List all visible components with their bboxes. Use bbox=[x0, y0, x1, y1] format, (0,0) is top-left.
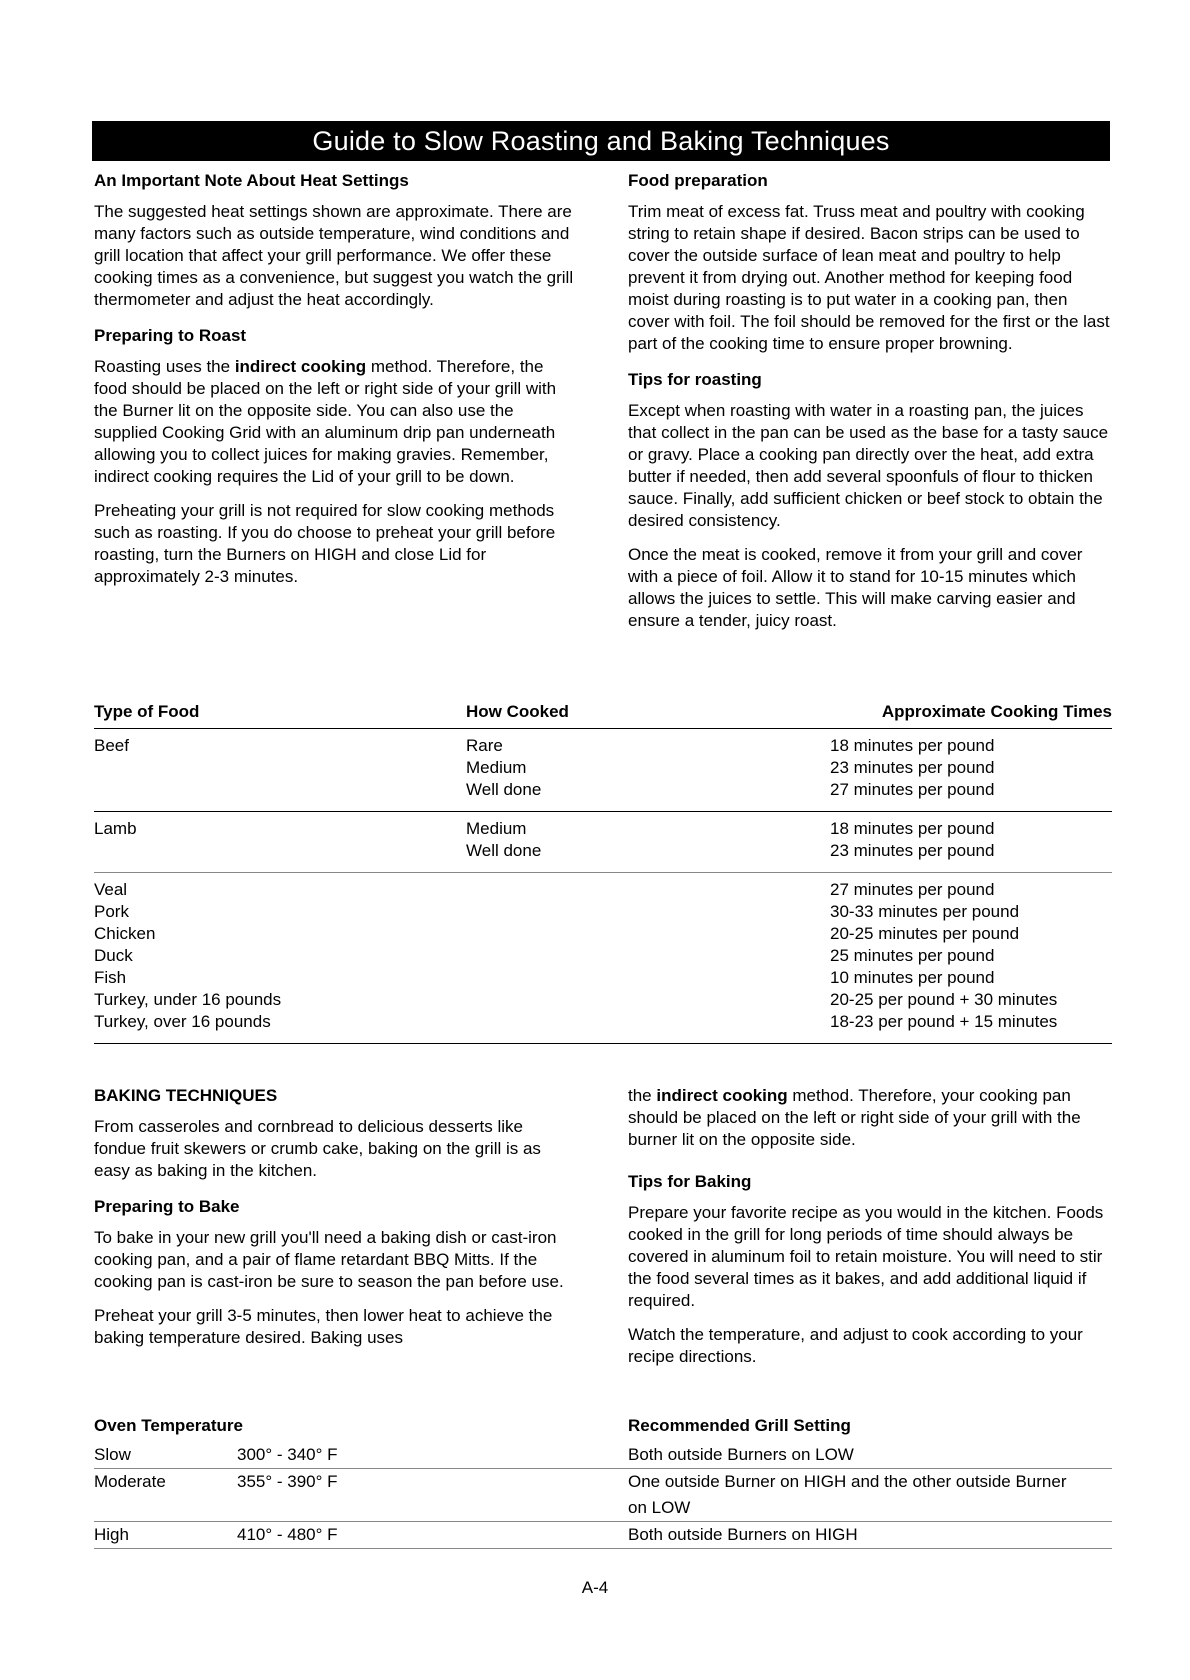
tips-baking-heading: Tips for Baking bbox=[628, 1172, 752, 1191]
tips-baking-section bbox=[628, 1171, 1113, 1368]
food-cell: Fish bbox=[94, 968, 127, 987]
table-row bbox=[94, 735, 1112, 757]
time-cell: 10 minutes per pound bbox=[830, 968, 995, 987]
setting-cell: Both outside Burners on LOW bbox=[628, 1445, 854, 1464]
level-cell: Slow bbox=[94, 1445, 131, 1464]
table-row bbox=[94, 901, 1112, 923]
baking-continued bbox=[628, 1085, 1113, 1151]
tips-baking-p2: Watch the temperature, and adjust to cook according to your recipe directions. bbox=[628, 1325, 1083, 1366]
time-cell: 18 minutes per pound bbox=[830, 819, 995, 838]
page-number: A-4 bbox=[581, 1578, 609, 1597]
level-cell: Moderate bbox=[94, 1472, 166, 1491]
table-row bbox=[94, 1442, 1112, 1469]
table-group-lamb bbox=[94, 812, 1112, 873]
table-row bbox=[94, 757, 1112, 779]
text-run: method. Therefore, your cooking pan should be placed on the left or right side of your grill with the burner lit on the opposite side. bbox=[628, 1086, 1081, 1149]
food-cell: Turkey, over 16 pounds bbox=[94, 1012, 271, 1031]
tips-baking-p1: Prepare your favorite recipe as you would in the kitchen. Foods cooked in the grill for long periods of time should always be covered in aluminum foil to retain moisture. You will need to stir the food several times as it bakes, and add additional liquid if required. bbox=[628, 1203, 1104, 1310]
table-row bbox=[94, 779, 1112, 801]
bold-term: indirect cooking bbox=[234, 357, 367, 376]
tips-roasting-heading: Tips for roasting bbox=[628, 370, 762, 389]
preparing-roast-p2: Preheating your grill is not required for slow cooking methods such as roasting. If you do choose to preheat your grill before roasting, turn the Burners on HIGH and close Lid for approximately 2-3 minutes. bbox=[94, 501, 556, 586]
left-column-roasting bbox=[94, 170, 574, 602]
time-cell: 27 minutes per pound bbox=[830, 880, 995, 899]
how-cell: Medium bbox=[466, 758, 527, 777]
temp-cell: 410° - 480° F bbox=[237, 1525, 338, 1544]
roasting-times-table bbox=[94, 700, 1112, 1044]
food-cell: Chicken bbox=[94, 924, 156, 943]
food-prep-section bbox=[628, 170, 1113, 355]
temp-cell: 355° - 390° F bbox=[237, 1472, 338, 1491]
tips-roasting-p2: Once the meat is cooked, remove it from your grill and cover with a piece of foil. Allow it to stand for 10-15 minutes which allows the juices to settle. This will make carving easier and ensure a tender, juicy roast. bbox=[628, 545, 1083, 630]
heat-note-section bbox=[94, 170, 574, 311]
food-cell: Pork bbox=[94, 902, 129, 921]
table-header bbox=[94, 1414, 1112, 1442]
col-header-how: How Cooked bbox=[466, 702, 569, 721]
setting-cell: Both outside Burners on HIGH bbox=[628, 1525, 858, 1544]
time-cell: 23 minutes per pound bbox=[830, 841, 995, 860]
text-run: the bbox=[628, 1086, 657, 1105]
tips-roasting-section bbox=[628, 369, 1113, 632]
temp-cell: 300° - 340° F bbox=[237, 1445, 338, 1464]
table-row bbox=[94, 879, 1112, 901]
table-row bbox=[94, 818, 1112, 840]
table-row bbox=[94, 989, 1112, 1011]
preparing-roast-heading: Preparing to Roast bbox=[94, 326, 247, 345]
oven-temperature-table bbox=[94, 1414, 1112, 1549]
table-row bbox=[94, 1469, 1112, 1522]
preparing-roast-section bbox=[94, 325, 574, 588]
how-cell: Medium bbox=[466, 819, 527, 838]
heat-note-heading: An Important Note About Heat Settings bbox=[94, 171, 409, 190]
food-cell: Duck bbox=[94, 946, 133, 965]
table-group-other bbox=[94, 873, 1112, 1044]
right-column-roasting bbox=[628, 170, 1113, 646]
col-header-time: Approximate Cooking Times bbox=[881, 702, 1112, 721]
time-cell: 20-25 per pound + 30 minutes bbox=[830, 990, 1058, 1009]
time-cell: 18-23 per pound + 15 minutes bbox=[830, 1012, 1058, 1031]
table-row bbox=[94, 1522, 1112, 1549]
table-group-beef bbox=[94, 729, 1112, 812]
preparing-bake-heading: Preparing to Bake bbox=[94, 1197, 240, 1216]
food-cell: Beef bbox=[94, 736, 129, 755]
preparing-bake-p2: Preheat your grill 3-5 minutes, then lower heat to achieve the baking temperature desired. Baking uses bbox=[94, 1306, 553, 1347]
how-cell: Rare bbox=[466, 736, 503, 755]
setting-cell: One outside Burner on HIGH and the other outside Burner on LOW bbox=[628, 1472, 1067, 1517]
table-row bbox=[94, 945, 1112, 967]
time-cell: 20-25 minutes per pound bbox=[830, 924, 1020, 943]
col-header-oven-temp: Oven Temperature bbox=[94, 1416, 243, 1435]
heat-note-body: The suggested heat settings shown are approximate. There are many factors such as outside temperature, wind conditions and grill location that affect your grill performance. We offer these cooking times as a convenience, but suggest you watch the grill thermometer and adjust the heat accordingly. bbox=[94, 202, 574, 309]
tips-roasting-p1: Except when roasting with water in a roasting pan, the juices that collect in the pan can be used as the base for a tasty sauce or gravy. Place a cooking pan directly over the heat, add extra butter if needed, then add several spoonfuls of flour to thicken sauce. Finally, add sufficient chicken or beef stock to obtain the desired consistency. bbox=[628, 401, 1109, 530]
time-cell: 23 minutes per pound bbox=[830, 758, 995, 777]
baking-intro-section bbox=[94, 1085, 574, 1182]
food-prep-body: Trim meat of excess fat. Truss meat and poultry with cooking string to retain shape if desired. Bacon strips can be used to cover the outside surface of lean meat and poultry to help prevent it from drying out. Another method for keeping food moist during roasting is to put water in a cooking pan, then cover with foil. The foil should be removed for the first or the last part of the cooking time to ensure proper browning. bbox=[628, 202, 1110, 353]
how-cell: Well done bbox=[466, 780, 542, 799]
text-run: Roasting uses the bbox=[94, 357, 235, 376]
food-cell: Lamb bbox=[94, 819, 137, 838]
preparing-roast-p1 bbox=[94, 356, 574, 488]
bold-term: indirect cooking bbox=[656, 1086, 788, 1105]
col-header-type: Type of Food bbox=[94, 702, 200, 721]
table-row bbox=[94, 1011, 1112, 1033]
time-cell: 18 minutes per pound bbox=[830, 736, 995, 755]
table-row bbox=[94, 923, 1112, 945]
table-header bbox=[94, 700, 1112, 729]
level-cell: High bbox=[94, 1525, 129, 1544]
food-cell: Veal bbox=[94, 880, 128, 899]
table-row bbox=[94, 967, 1112, 989]
right-column-baking bbox=[628, 1085, 1113, 1382]
page-title-banner: Guide to Slow Roasting and Baking Techniques bbox=[92, 121, 1110, 161]
time-cell: 27 minutes per pound bbox=[830, 780, 995, 799]
how-cell: Well done bbox=[466, 841, 542, 860]
preparing-bake-p1: To bake in your new grill you'll need a baking dish or cast-iron cooking pan, and a pair of flame retardant BBQ Mitts. If the cooking pan is cast-iron be sure to season the pan before use. bbox=[94, 1228, 564, 1291]
time-cell: 30-33 minutes per pound bbox=[830, 902, 1020, 921]
time-cell: 25 minutes per pound bbox=[830, 946, 995, 965]
food-prep-heading: Food preparation bbox=[628, 171, 768, 190]
table-row bbox=[94, 840, 1112, 862]
left-column-baking bbox=[94, 1085, 574, 1363]
preparing-bake-section bbox=[94, 1196, 574, 1349]
baking-heading: BAKING TECHNIQUES bbox=[94, 1086, 278, 1105]
baking-intro: From casseroles and cornbread to delicious desserts like fondue fruit skewers or crumb cake, baking on the grill is as easy as baking in the kitchen. bbox=[94, 1117, 541, 1180]
text-run: method. Therefore, the food should be placed on the left or right side of your grill with the Burner lit on the opposite side. You can also use the supplied Cooking Grid with an aluminum drip pan underneath allowing you to collect juices for making gravies. Remember, indirect cooking requires the Lid of your grill to be down. bbox=[94, 357, 557, 486]
food-cell: Turkey, under 16 pounds bbox=[94, 990, 282, 1009]
col-header-grill-setting: Recommended Grill Setting bbox=[628, 1416, 851, 1435]
